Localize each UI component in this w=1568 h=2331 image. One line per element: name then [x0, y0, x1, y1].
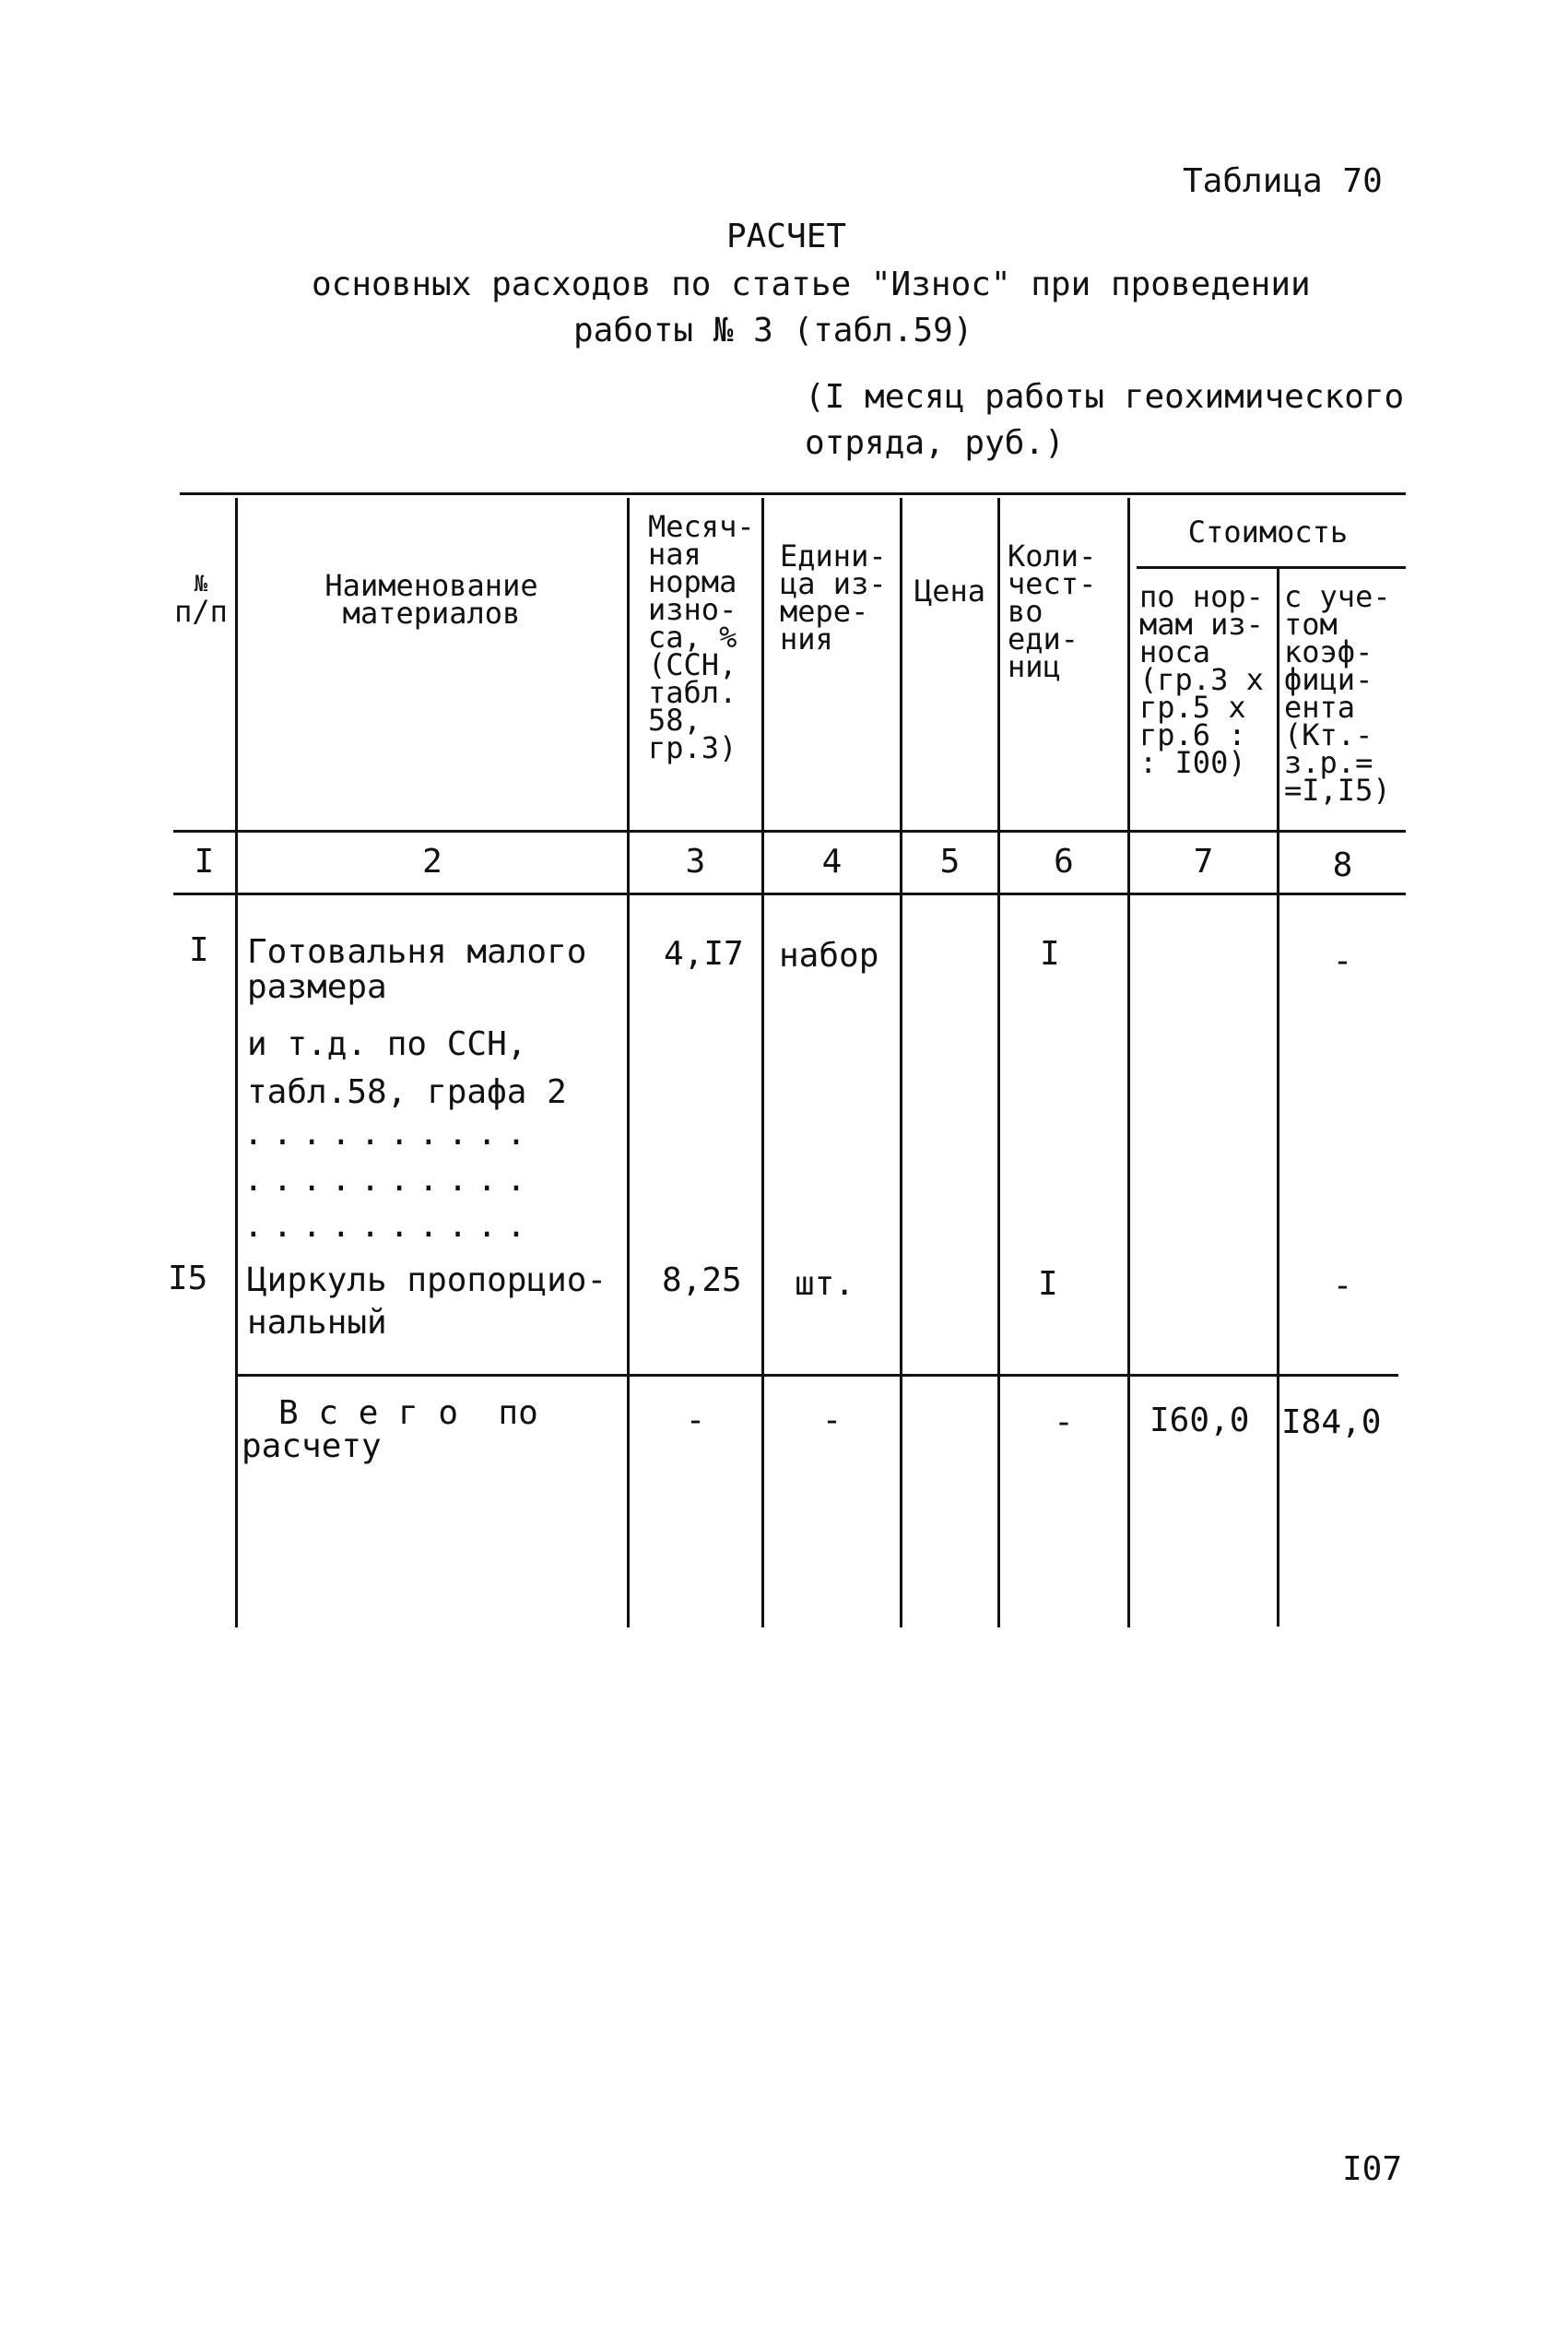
header-col7-line: мам из- [1139, 607, 1264, 642]
row1-norm: 4,I7 [664, 935, 744, 973]
vline-2 [627, 498, 630, 1627]
doc-subtitle-line1: основных расходов по статье "Износ" при проведении [312, 266, 1311, 303]
ellipsis-row-1: .......... [243, 1115, 536, 1153]
header-col7-line: : I00) [1139, 745, 1246, 780]
header-col5 [902, 574, 997, 609]
col-number-2: 2 [422, 843, 442, 881]
header-col8-line: з.р.= [1284, 745, 1373, 780]
row1-name-line2: размера [247, 968, 387, 1006]
header-col2-line: материалов [342, 596, 521, 631]
header-col6-line: чест- [1008, 566, 1097, 601]
row15-unit: шт. [795, 1265, 855, 1303]
ellipsis-row-2: .......... [243, 1161, 536, 1199]
doc-note-line1: (I месяц работы геохимического [805, 378, 1405, 416]
row15-cost-coef: - [1332, 1267, 1353, 1305]
ellipsis-row-3: .......... [243, 1207, 536, 1245]
header-bottom-rule [173, 830, 1406, 833]
header-col1-line: № [194, 571, 208, 597]
doc-note-line2: отряда, руб.) [805, 424, 1065, 462]
header-col3 [648, 509, 755, 765]
col-number-5: 5 [939, 843, 961, 881]
row1-number: I [189, 931, 209, 969]
header-col7-line: по нор- [1139, 579, 1264, 614]
total-norm: - [685, 1402, 706, 1439]
header-col8 [1284, 579, 1391, 808]
header-col8-line: том [1284, 607, 1338, 642]
col-number-4: 4 [821, 843, 843, 881]
total-top-rule [235, 1374, 1398, 1377]
col-number-8: 8 [1332, 846, 1353, 884]
row1-qty: I [1040, 935, 1060, 973]
header-col1 [173, 570, 229, 629]
row1-name-line1: Готовальня малого [247, 933, 587, 971]
header-col7-line: гр.5 х [1139, 690, 1246, 725]
total-cost-norm: I60,0 [1149, 1402, 1250, 1439]
row1-cost-coef: - [1332, 942, 1353, 980]
header-col3-line: 58, [648, 703, 701, 738]
header-col6 [1008, 538, 1097, 684]
header-col4-line: ца из- [780, 566, 887, 601]
header-col1-line: п/п [174, 594, 228, 629]
header-col3-line: изно- [648, 592, 737, 627]
header-col8-line: =I,I5) [1284, 773, 1391, 808]
header-col6-line: во [1008, 594, 1043, 629]
total-unit: - [821, 1402, 843, 1439]
col-number-7: 7 [1193, 843, 1214, 881]
colnum-bottom-rule [173, 893, 1406, 895]
vline-4 [900, 498, 902, 1627]
header-col8-line: фици- [1284, 662, 1373, 697]
total-label-line2: расчету [242, 1427, 382, 1465]
header-col3-line: ная [648, 537, 701, 572]
header-col4-line: ния [780, 621, 833, 657]
header-col4-line: Едини- [780, 538, 887, 574]
header-col8-line: ента [1284, 690, 1356, 725]
row1-unit: набор [779, 937, 879, 975]
vline-5 [997, 498, 1000, 1627]
etc-line2: табл.58, графа 2 [247, 1073, 567, 1111]
header-col6-line: Коли- [1008, 538, 1097, 574]
header-col2 [242, 568, 621, 631]
header-col8-line: коэф- [1284, 634, 1373, 669]
header-col6-line: ниц [1008, 649, 1061, 684]
header-col2-line: Наименование [324, 568, 538, 603]
header-col3-line: са, % [648, 620, 737, 655]
header-col3-line: (ССН, [648, 647, 737, 682]
row15-qty: I [1038, 1265, 1058, 1303]
header-col3-line: Месяч- [648, 509, 755, 544]
doc-subtitle-line2: работы № 3 (табл.59) [573, 312, 973, 349]
header-cost-group: Стоимость [1187, 515, 1349, 550]
vline-1 [235, 498, 238, 1627]
col-number-6: 6 [1054, 843, 1074, 881]
etc-line1: и т.д. по ССН, [247, 1025, 527, 1063]
row15-norm: 8,25 [662, 1261, 742, 1299]
header-col5-line: Цена [914, 574, 986, 609]
vline-3 [761, 498, 764, 1627]
header-col8-line: (Кт.- [1284, 717, 1373, 752]
page-number: I07 [1342, 2150, 1403, 2188]
header-col6-line: еди- [1008, 621, 1079, 657]
header-col3-line: табл. [648, 675, 737, 710]
row15-name-line2: нальный [247, 1304, 387, 1342]
vline-7 [1277, 566, 1279, 1627]
doc-title: РАСЧЕТ [726, 218, 847, 255]
vline-6 [1127, 498, 1130, 1627]
total-cost-coef: I84,0 [1281, 1403, 1382, 1441]
header-col4-line: мере- [780, 594, 869, 629]
total-qty: - [1054, 1403, 1074, 1441]
header-col8-line: с уче- [1284, 579, 1391, 614]
row15-name-line1: Циркуль пропорцио- [247, 1261, 607, 1299]
row15-number: I5 [168, 1260, 208, 1297]
table-number: Таблица 70 [1183, 162, 1383, 200]
col-number-1: I [194, 843, 215, 881]
cost-group-rule [1137, 566, 1406, 569]
table-top-rule [180, 492, 1406, 495]
header-col3-line: норма [648, 564, 737, 599]
header-col7-line: гр.6 : [1139, 717, 1246, 752]
header-col7-line: (гр.3 х [1139, 662, 1264, 697]
header-col7 [1139, 579, 1264, 780]
header-col7-line: носа [1139, 634, 1211, 669]
total-label-line1: В с е г о по [278, 1394, 538, 1432]
header-col4 [780, 538, 887, 657]
col-number-3: 3 [685, 843, 706, 881]
header-col3-line: гр.3) [648, 730, 737, 765]
